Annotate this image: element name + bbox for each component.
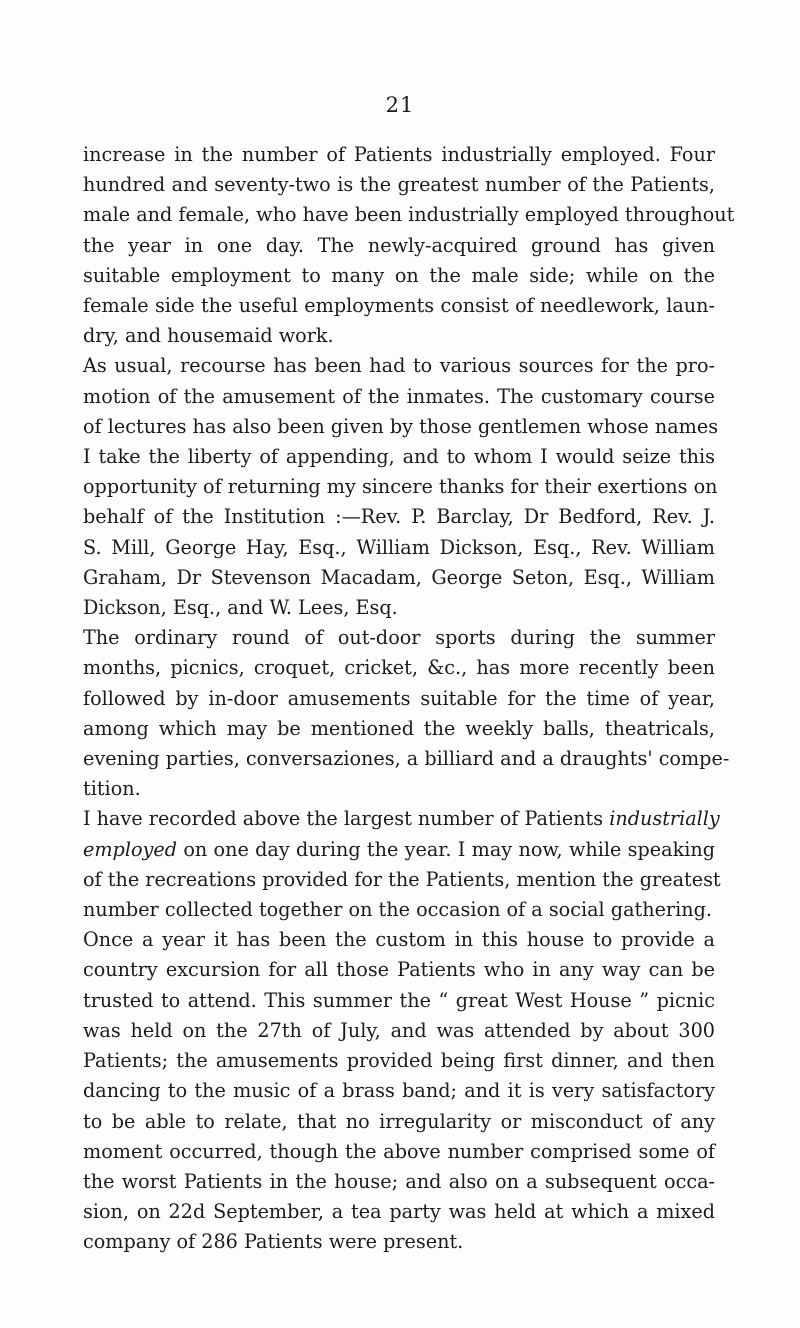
text-line [83, 804, 720, 834]
text-line: hundred and seventy-two is the greatest number of the Patients, [83, 173, 715, 197]
text-line: dancing to the music of a brass band; and it is very satisfactory [83, 1079, 715, 1103]
text-line: to be able to relate, that no irregularity or misconduct of any [83, 1109, 715, 1133]
text-line [83, 835, 715, 865]
text-line: tition. [83, 777, 141, 801]
paragraph [83, 623, 730, 804]
text-line: Patients; the amusements provided being first dinner, and then [83, 1049, 715, 1073]
text-line: Graham, Dr Stevenson Macadam, George Seton, Esq., William [83, 565, 715, 589]
text-line: sion, on 22d September, a tea party was held at which a mixed [83, 1200, 715, 1224]
text-line: trusted to attend. This summer the “ great West House ” picnic [83, 988, 715, 1012]
text-line: As usual, recourse has been had to various sources for the pro- [83, 354, 715, 378]
paragraph [83, 925, 715, 1257]
text-line: suitable employment to many on the male side; while on the [83, 263, 715, 287]
text-line: I take the liberty of appending, and to whom I would seize this [83, 445, 715, 469]
text-line: increase in the number of Patients industrially employed. Four [83, 143, 715, 166]
text-line: female side the useful employments consist of needlework, laun- [83, 294, 715, 318]
text-line: moment occurred, though the above number comprised some of [83, 1139, 715, 1163]
italic-text: employed [83, 837, 177, 861]
text-line: opportunity of returning my sincere thanks for their exertions on [83, 475, 718, 499]
text-line: country excursion for all those Patients who in any way can be [83, 958, 715, 982]
text-segment: on one day during the year. I may now, while speaking [183, 837, 715, 861]
italic-text: industrially [609, 807, 720, 831]
page-number: 21 [385, 93, 415, 117]
text-line: The ordinary round of out-door sports during the summer [83, 626, 715, 650]
text-line: the year in one day. The newly-acquired ground has given [83, 233, 715, 257]
text-line: among which may be mentioned the weekly balls, theatricals, [83, 716, 715, 740]
text-line: of lectures has also been given by those gentlemen whose names [83, 414, 719, 438]
text-line: S. Mill, George Hay, Esq., William Dickson, Esq., Rev. William [83, 535, 715, 559]
text-line: the worst Patients in the house; and also on a subsequent occa- [83, 1169, 715, 1193]
text-line: was held on the 27th of July, and was attended by about 300 [83, 1018, 715, 1042]
text-line: Once a year it has been the custom in this house to provide a [83, 928, 715, 952]
paragraph [83, 351, 719, 623]
text-line: dry, and housemaid work. [83, 324, 334, 348]
text-line: evening parties, conversaziones, a billiard and a draughts' compe- [83, 747, 730, 771]
text-line: motion of the amusement of the inmates. The customary course [83, 384, 715, 408]
text-line: followed by in-door amusements suitable for the time of year, [83, 686, 715, 710]
text-line: male and female, who have been industrially employed throughout [83, 203, 735, 227]
paragraph [83, 804, 721, 925]
text-line: behalf of the Institution :—Rev. P. Barclay, Dr Bedford, Rev. J. [83, 505, 715, 529]
body-text [83, 140, 735, 1258]
text-segment: I have recorded above the largest number of Patients [83, 807, 604, 831]
text-line: number collected together on the occasion of a social gathering. [83, 898, 712, 922]
paragraph [83, 140, 735, 351]
text-line: months, picnics, croquet, cricket, &c., has more recently been [83, 656, 715, 680]
text-line: of the recreations provided for the Patients, mention the greatest [83, 867, 721, 891]
text-line: Dickson, Esq., and W. Lees, Esq. [83, 596, 398, 620]
text-line: company of 286 Patients were present. [83, 1230, 464, 1254]
